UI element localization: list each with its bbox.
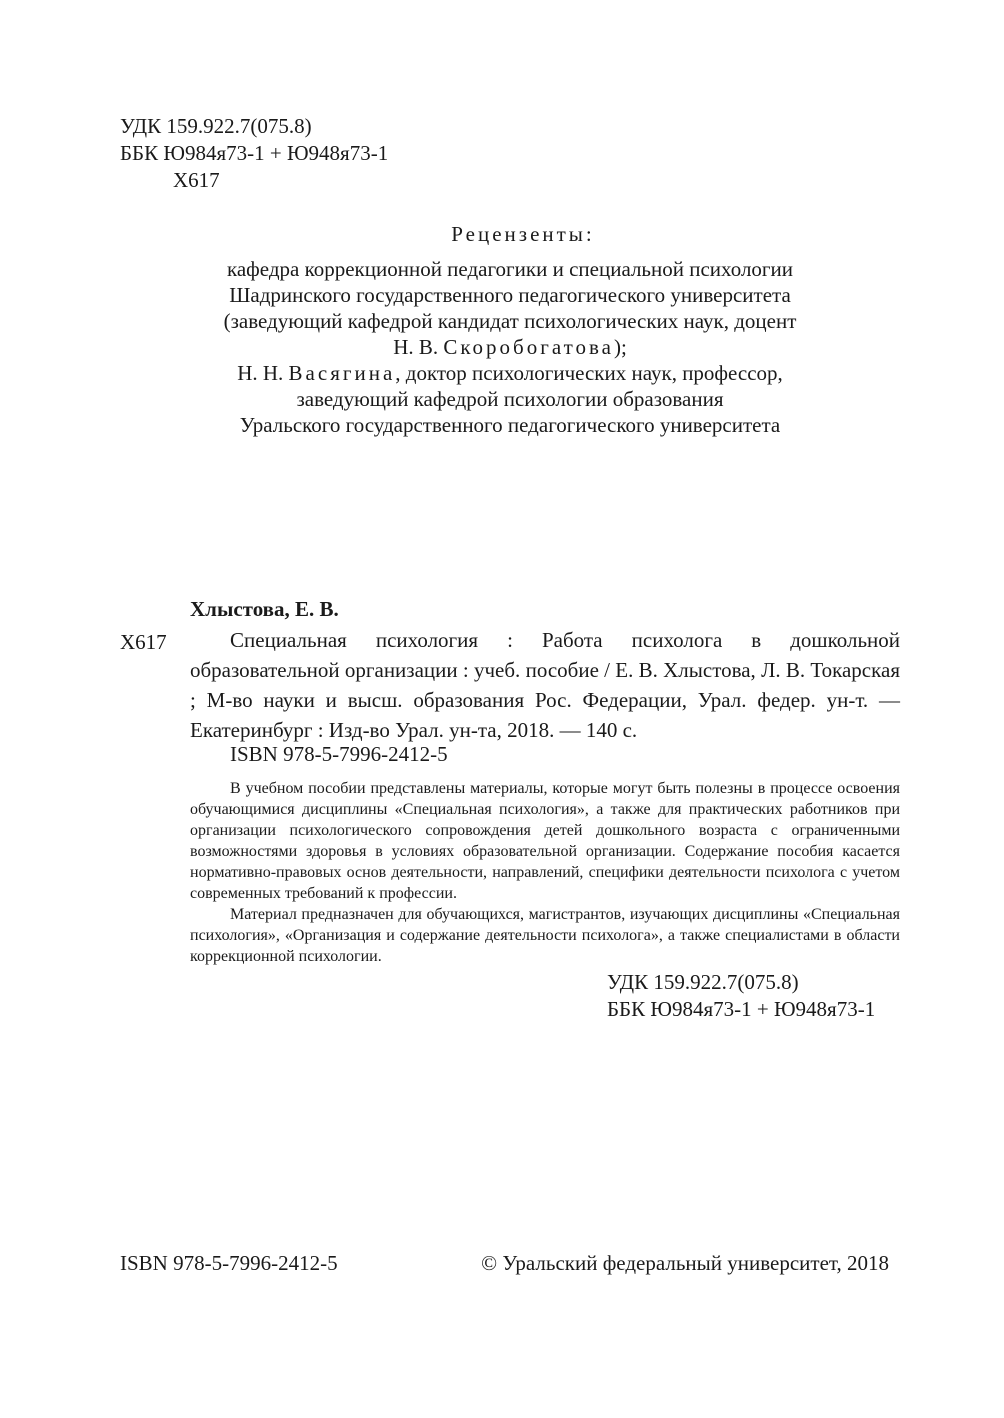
bbk-code: ББК Ю984я73-1 + Ю948я73-1	[120, 141, 389, 165]
reviewer-initials: Н. В.	[393, 335, 444, 359]
reviewer-line	[120, 360, 900, 386]
reviewer-line: заведующий кафедрой психологии образования	[296, 387, 724, 411]
annotation-paragraph: В учебном пособии представлены материалы, которые могут быть полезны в процессе освоения обучающимися дисциплины «Специальная психология», а также для практических работников при организации психологического сопровождения детей дошкольного возраста с ограниченными возможностями здоровья в условиях образовательной организации. Содержание пособия касается нормативно-правовых основ деятельности, направлений, специфики деятельности психолога с учетом современных требований к профессии.	[190, 780, 900, 902]
reviewer-line: кафедра коррекционной педагогики и специальной психологии	[226, 257, 794, 281]
reviewer-line: (заведующий кафедрой кандидат психологических наук, доцент	[223, 309, 797, 333]
footer-isbn: ISBN 978-5-7996-2412-5	[120, 1251, 338, 1275]
reviewer-surname: Скоробогатова	[443, 335, 614, 359]
reviewers-heading: Рецензенты:	[451, 222, 595, 246]
classification-codes-footer	[607, 969, 875, 1023]
udk-code: УДК 159.922.7(075.8)	[607, 970, 799, 994]
reviewer-line: Шадринского государственного педагогического университета	[229, 283, 791, 307]
reviewers-block	[120, 221, 900, 438]
footer-copyright: © Уральский федеральный университет, 2018	[481, 1251, 889, 1275]
author-mark: Х617	[173, 168, 220, 192]
record-author: Хлыстова, Е. В.	[190, 597, 339, 621]
record-author-mark: Х617	[120, 630, 167, 654]
reviewer-suffix: , доктор психологических наук, профессор,	[395, 361, 783, 385]
reviewer-line: Уральского государственного педагогического университета	[239, 413, 781, 437]
annotation-paragraph: Материал предназначен для обучающихся, магистрантов, изучающих дисциплины «Специальная психология», «Организация и содержание деятельности психолога», а также специалистами в области коррекционной психологии.	[190, 906, 900, 965]
reviewer-initials: Н. Н.	[237, 361, 289, 385]
reviewer-surname: Васягина	[288, 361, 396, 385]
record-isbn: ISBN 978-5-7996-2412-5	[230, 742, 448, 766]
record-description: Специальная психология : Работа психолога в дошкольной образовательной организации : учеб. пособие / Е. В. Хлыстова, Л. В. Токарская ; М-во науки и высш. образования Рос. Федерации, Урал. федер. ун-т. — Екатеринбург : Изд-во Урал. ун-та, 2018. — 140 с.	[190, 628, 900, 742]
classification-codes-header	[120, 113, 388, 194]
reviewer-suffix: );	[613, 335, 627, 359]
bbk-code: ББК Ю984я73-1 + Ю948я73-1	[607, 997, 876, 1021]
udk-code: УДК 159.922.7(075.8)	[120, 114, 312, 138]
annotation	[190, 778, 900, 967]
reviewer-line	[120, 334, 900, 360]
